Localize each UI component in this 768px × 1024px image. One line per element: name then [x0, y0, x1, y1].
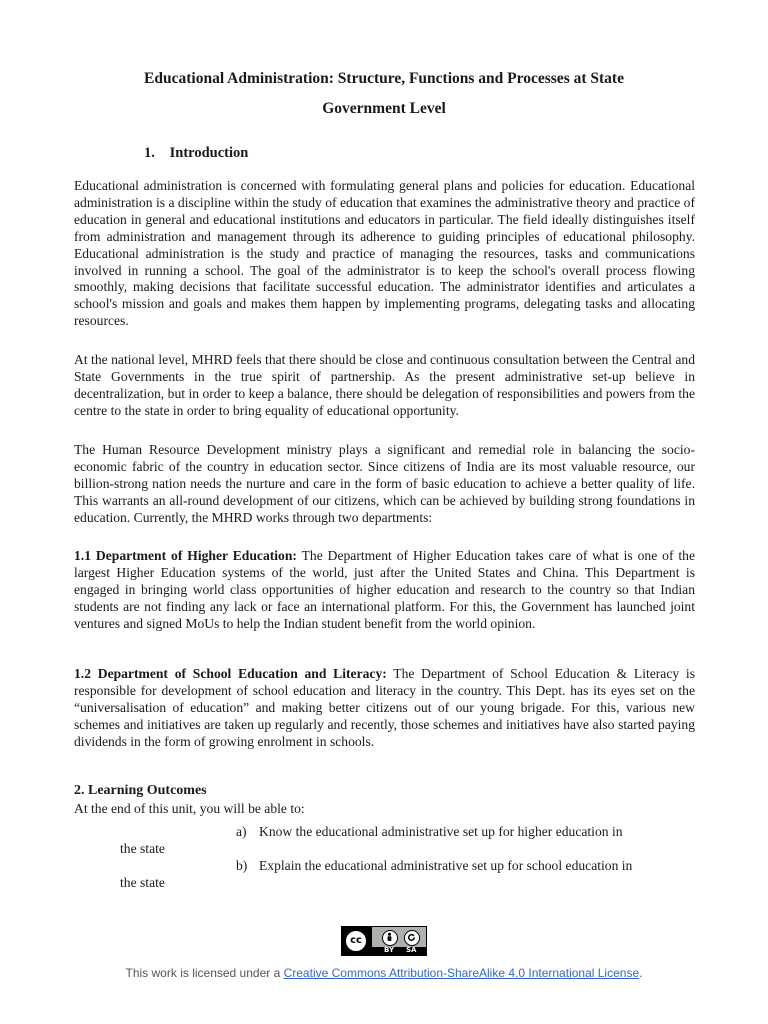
badge-sa-label: SA — [406, 946, 417, 954]
license-notice — [0, 966, 768, 980]
intro-paragraph-2: At the national level, MHRD feels that there should be close and continuous consultation between the Central and State Governments in the true spirit of partnership. As the present administrative set-up believe in decentralization, but in order to keep a balance, there should be delegation of responsibilities and powers from the centre to the state in order to bring equality of educational opportunity. — [74, 352, 695, 418]
badge-by-label: BY — [384, 946, 395, 954]
license-prefix: This work is licensed under a — [125, 966, 284, 980]
learning-outcomes-heading: 2. Learning Outcomes — [74, 783, 207, 798]
person-icon — [382, 930, 398, 946]
share-alike-icon — [404, 930, 420, 946]
outcome-text-line1: Explain the educational administrative set up for school education in — [259, 858, 633, 873]
dept-higher-education-heading: 1.1 Department of Higher Education: — [74, 548, 297, 563]
license-suffix: . — [639, 966, 643, 980]
document-title — [74, 64, 694, 124]
learning-outcome-item — [120, 823, 700, 857]
outcome-marker: a) — [236, 824, 247, 839]
introduction-number: 1. — [144, 145, 155, 161]
dept-school-education-heading: 1.2 Department of School Education and Literacy: — [74, 666, 387, 681]
title-line-1: Educational Administration: Structure, Functions and Processes at State — [144, 70, 624, 87]
cc-logo-icon: cc — [344, 929, 368, 953]
outcome-text-line2: the state — [120, 875, 165, 890]
dept-higher-education-text: The Department of Higher Education takes care of what is one of the largest Higher Education systems of the world, just after the United States and China. This Department is engaged in bringing world class opportunities of higher education and research to the country so that Indian students are not finding any lack or face an international platform. For this, the Government has launched joint ventures and signed MoUs to help the Indian student benefit from the world opinion. — [74, 548, 696, 631]
license-link[interactable]: Creative Commons Attribution-ShareAlike 4.0 International License — [283, 966, 640, 980]
intro-paragraph-3: The Human Resource Development ministry plays a significant and remedial role in balancing the socio-economic fabric of the country in education sector. Since citizens of India are its most valuable resource, our billion-strong nation needs the nurture and care in the form of basic education to achieve a better quality of life. This warrants an all-round development of our citizens, which can be achieved by building strong foundations in education. Currently, the MHRD works through two departments: — [74, 442, 695, 525]
introduction-label: Introduction — [169, 145, 249, 161]
dept-school-education-text: The Department of School Education & Literacy is responsible for development of school education and literacy in the country. This Dept. has its eyes set on the “universalisation of education” and making better citizens out of our young brigade. For this, various new schemes and initiatives are taken up regularly and recently, those schemes and initiatives have also started paying dividends in the form of growing enrolment in schools. — [74, 666, 695, 749]
outcome-marker: b) — [236, 858, 248, 873]
title-line-2: Government Level — [322, 100, 446, 117]
learning-outcome-item — [120, 857, 700, 891]
outcome-text-line1: Know the educational administrative set up for higher education in — [259, 824, 623, 839]
dept-higher-education-paragraph — [74, 548, 695, 633]
cc-by-sa-badge-icon[interactable] — [341, 926, 427, 956]
intro-paragraph-1: Educational administration is concerned with formulating general plans and policies for education. Educational administration is a discipline within the study of education that examines the administrative theory and practice of education in general and educational institutions and educators in particular. The field ideally distinguishes itself from administration and management through its adherence to guiding principles of educational philosophy. Educational administration is the study and practice of managing the resources, tasks and communications involved in running a school. The goal of the administrator is to keep the school's overall process flowing smoothly, making decisions that facilitate successful education. The administrator identifies and articulates a school's mission and goals and makes them happen by implementing programs, delegating tasks and allocating resources. — [74, 178, 695, 329]
outcome-text-line2: the state — [120, 841, 165, 856]
learning-outcomes-intro: At the end of this unit, you will be able to: — [74, 801, 305, 816]
introduction-heading — [144, 145, 248, 162]
dept-school-education-paragraph — [74, 666, 695, 751]
